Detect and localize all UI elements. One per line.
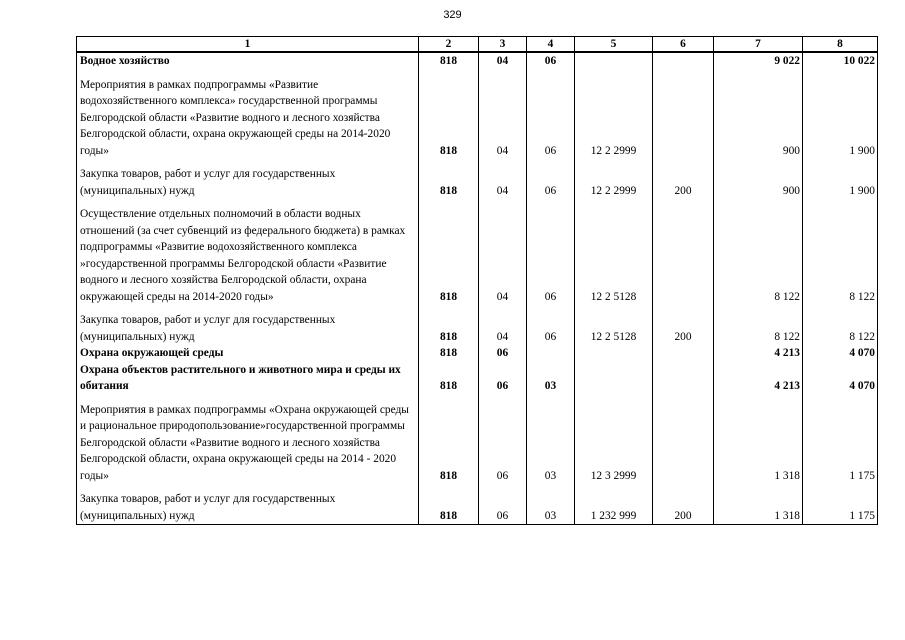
row-subsection: 06 (527, 166, 575, 199)
row-target-article (575, 362, 653, 395)
row-amount-col8: 8 122 (803, 312, 878, 345)
row-amount-col8: 10 022 (803, 52, 878, 70)
row-name: Охрана объектов растительного и животного мира и среды их обитания (77, 362, 419, 395)
row-section: 04 (479, 77, 527, 160)
row-ministry: 818 (419, 491, 479, 525)
row-ministry: 818 (419, 206, 479, 305)
row-target-article: 12 2 5128 (575, 312, 653, 345)
table-row (77, 166, 878, 199)
row-subsection: 03 (527, 402, 575, 485)
row-amount-col8: 4 070 (803, 345, 878, 362)
row-amount-col8: 4 070 (803, 362, 878, 395)
row-section: 06 (479, 491, 527, 525)
row-name: Мероприятия в рамках подпрограммы «Развитие водохозяйственного комплекса» государственной программы Белгородской области «Развитие водного и лесного хозяйства Белгородской области, охрана окружающей среды на 2014-2020 годы» (77, 77, 419, 160)
header-col-3: 3 (479, 37, 527, 53)
row-name: Закупка товаров, работ и услуг для государственных (муниципальных) нужд (77, 312, 419, 345)
row-expense-type (653, 206, 714, 305)
header-col-7: 7 (714, 37, 803, 53)
table-row (77, 491, 878, 525)
row-subsection: 06 (527, 206, 575, 305)
row-name: Закупка товаров, работ и услуг для государственных (муниципальных) нужд (77, 491, 419, 525)
row-expense-type (653, 362, 714, 395)
row-subsection: 03 (527, 362, 575, 395)
row-target-article: 12 2 5128 (575, 206, 653, 305)
table-row (77, 402, 878, 485)
row-target-article (575, 52, 653, 70)
row-name: Осуществление отдельных полномочий в области водных отношений (за счет субвенций из федерального бюджета) в рамках подпрограммы «Развитие водохозяйственного комплекса »государственной программы Белгородской области «Развитие водного и лесного хозяйства Белгородской области, охрана окружающей среды на 2014-2020 годы» (77, 206, 419, 305)
row-target-article: 12 2 2999 (575, 77, 653, 160)
row-amount-col7: 900 (714, 166, 803, 199)
row-amount-col7: 8 122 (714, 206, 803, 305)
row-amount-col8: 1 900 (803, 77, 878, 160)
row-ministry: 818 (419, 345, 479, 362)
row-section: 06 (479, 402, 527, 485)
row-ministry: 818 (419, 362, 479, 395)
row-expense-type: 200 (653, 166, 714, 199)
row-section: 04 (479, 166, 527, 199)
row-expense-type: 200 (653, 312, 714, 345)
row-name: Закупка товаров, работ и услуг для государственных (муниципальных) нужд (77, 166, 419, 199)
row-subsection (527, 345, 575, 362)
row-expense-type (653, 402, 714, 485)
row-ministry: 818 (419, 312, 479, 345)
row-amount-col8: 1 900 (803, 166, 878, 199)
header-col-5: 5 (575, 37, 653, 53)
page-number: 329 (443, 9, 462, 21)
row-target-article: 1 232 999 (575, 491, 653, 525)
header-col-6: 6 (653, 37, 714, 53)
row-ministry: 818 (419, 52, 479, 70)
header-col-1: 1 (77, 37, 419, 53)
row-amount-col7: 8 122 (714, 312, 803, 345)
row-amount-col7: 4 213 (714, 362, 803, 395)
table-row (77, 52, 878, 70)
row-target-article (575, 345, 653, 362)
row-subsection: 06 (527, 52, 575, 70)
table-row (77, 77, 878, 160)
row-amount-col7: 1 318 (714, 491, 803, 525)
row-section: 06 (479, 345, 527, 362)
header-col-8: 8 (803, 37, 878, 53)
row-amount-col8: 8 122 (803, 206, 878, 305)
row-section: 04 (479, 206, 527, 305)
row-expense-type (653, 77, 714, 160)
row-name: Охрана окружающей среды (77, 345, 419, 362)
row-ministry: 818 (419, 166, 479, 199)
row-expense-type (653, 52, 714, 70)
row-subsection: 06 (527, 312, 575, 345)
row-amount-col7: 900 (714, 77, 803, 160)
row-subsection: 03 (527, 491, 575, 525)
row-amount-col8: 1 175 (803, 402, 878, 485)
row-expense-type (653, 345, 714, 362)
budget-table (76, 36, 878, 525)
table-row (77, 345, 878, 362)
header-col-4: 4 (527, 37, 575, 53)
row-section: 04 (479, 52, 527, 70)
row-amount-col7: 1 318 (714, 402, 803, 485)
row-amount-col7: 4 213 (714, 345, 803, 362)
table-row (77, 362, 878, 395)
header-row (77, 37, 878, 53)
row-name: Водное хозяйство (77, 52, 419, 70)
table-row (77, 312, 878, 345)
row-target-article: 12 2 2999 (575, 166, 653, 199)
header-col-2: 2 (419, 37, 479, 53)
row-ministry: 818 (419, 402, 479, 485)
row-amount-col8: 1 175 (803, 491, 878, 525)
row-amount-col7: 9 022 (714, 52, 803, 70)
row-section: 06 (479, 362, 527, 395)
row-name: Мероприятия в рамках подпрограммы «Охрана окружающей среды и рациональное природопользование»государственной программы Белгородской области «Развитие водного и лесного хозяйства Белгородской области, охрана окружающей среды на 2014 - 2020 годы» (77, 402, 419, 485)
row-expense-type: 200 (653, 491, 714, 525)
row-section: 04 (479, 312, 527, 345)
row-target-article: 12 3 2999 (575, 402, 653, 485)
row-subsection: 06 (527, 77, 575, 160)
table-row (77, 206, 878, 305)
row-ministry: 818 (419, 77, 479, 160)
